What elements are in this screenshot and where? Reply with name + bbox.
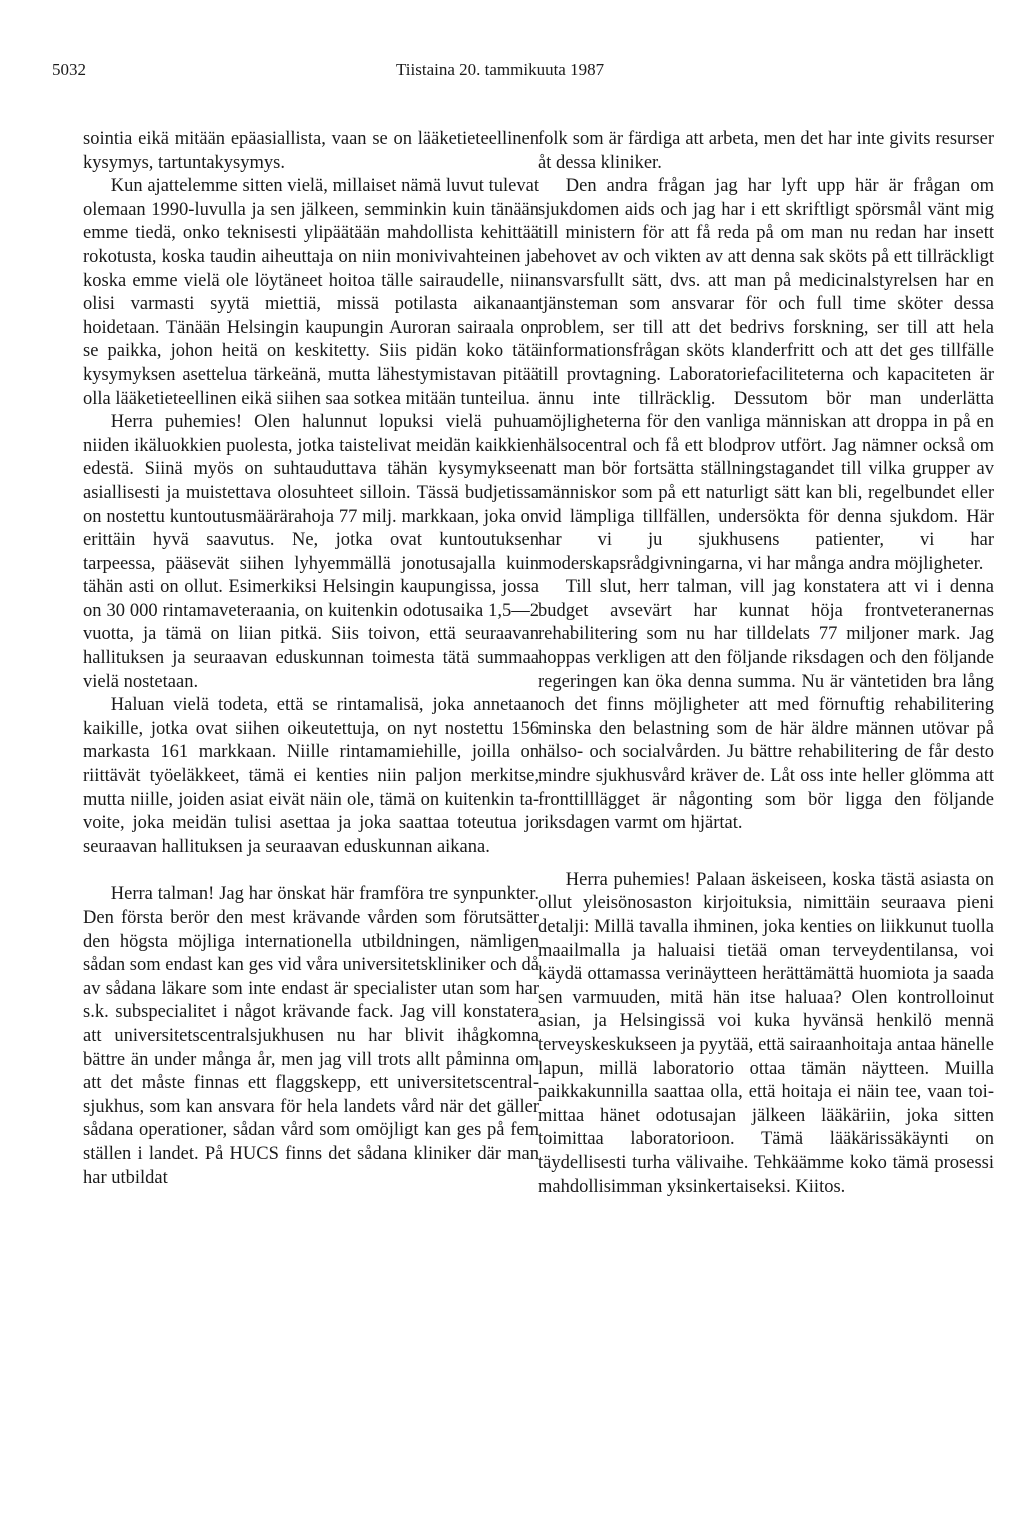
page-header (52, 60, 972, 90)
paragraph: Den andra frågan jag har lyft upp här är frågan om sjukdomen aids och jag har i ett skriftligt spörsmål vänt mig till ministern för att få reda på om man nu redan har insett behovet av och vikten av att denna sak sköts på ett tillräckligt ansvarsfullt sätt, dvs. att man på medicinalstyrelsen har en tjänsteman som ansvarar för och full time sköter dessa problem, ser till att det bedrivs forskning, ser till att hela informationsfrågan sköts klanderfritt och att det ges tillfälle till provtagning. Laboratoriefaciliteterna och kapaciteten är ännu inte tillräcklig. Dessutom bör man underlätta möjligheterna för den vanliga människan att droppa in på en hälsocentral och få ett blodprov utfört. Jag nämner också om att man bör fortsätta ställningstagandet till vilka grupper av människor som på ett naturligt sätt kan bli, regelbundet eller vid lämpliga tillfällen, undersökta för denna sjukdom. Här har vi ju sjukhusens patienter, vi har moderskapsrådgivningarna, vi har många andra möjligheter. (538, 176, 994, 574)
paragraph: Herra talman! Jag har önskat här framföra tre synpunkter. Den första berör den mest krävande vården som förutsätter den högsta möjliga internationella utbildningen, nämligen sådan som endast kan ges vid våra universitetskliniker och då av sådana läkare som inte endast är specialister utan som har s.k. subspecialitet i något krävande fack. Jag vill konstatera att universitetscentralsjukhusen nu har blivit ihågkomna bättre än under många år, men jag vill trots allt påminna om att det måste finnas ett flaggskepp, ett universitetscentralsjukhus, som kan ansvara för hela landets vård när det gäller sådana operationer, sådan vård som omöjligt kan ges på fem ställen i landet. På HUCS finns det sådana kliniker där man har utbildat (83, 884, 539, 1188)
paragraph: Haluan vielä todeta, että se rintamalisä, joka annetaan kaikille, jotka ovat siihen oikeutettuja, on nyt nostettu 156 markasta 161 markkaan. Niille rintamamiehille, joilla on riittävät työeläkkeet, tämä ei kenties niin paljon merkitse, mutta niille, joiden asiat eivät näin ole, tämä on kuitenkin tavoite, joka meidän tulisi asettaa ja joka saattaa toteutua jo seuraavan hallituksen ja seuraavan eduskunnan aikana. (83, 695, 539, 857)
paragraph: Kun ajattelemme sitten vielä, millaiset nämä luvut tulevat olemaan 1990-luvulla ja sen jälkeen, semminkin kuin tänään emme tiedä, onko teknisesti ylipäätään mahdollista kehittää rokotusta, koska taudin aiheuttaja on niin monivivahteinen ja koska emme vielä ole löytäneet hoitoa tälle sairaudelle, niin olisi varmasti syytä miettiä, missä potilasta aikanaan hoidetaan. Tänään Helsingin kaupungin Auroran sairaala on se paikka, johon heitä on keskitetty. Siis pidän koko tätä kysymyksen asettelua tärkeänä, mutta lähestymistavan pitää olla lääketieteellinen eikä siihen saa sotkea mitään tunteilua. (83, 176, 539, 409)
paragraph: Till slut, herr talman, vill jag konstatera att vi i denna budget avsevärt har kunnat höja frontveteranernas rehabilitering som nu har tilldelats 77 miljoner mark. Jag hoppas verkligen att den följande riksdagen och den följande regeringen kan öka denna summa. Nu är väntetiden bra lång och det finns möjligheter att med förnuftig rehabilitering minska den belastning som de här äldre männen utövar på hälso- och socialvården. Ju bättre rehabilitering de får desto mindre sjukhusvård kräver de. Låt oss inte heller glömma att fronttilllägget är någonting som bör ligga den följande riksdagen varmt om hjärtat. (538, 577, 994, 834)
page-date: Tiistaina 20. tammikuuta 1987 (396, 60, 605, 79)
page-number: 5032 (52, 60, 86, 79)
right-column (538, 128, 994, 1199)
paragraph: Herra puhemies! Olen halunnut lopuksi vielä puhua niiden ikäluokkien puolesta, jotka taistelivat meidän kaikkien edestä. Siinä myös on suhtauduttava tähän kysymykseen asiallisesti ja muistettava olosuhteet silloin. Tässä budjetissa on nostettu kuntoutusmäärärahoja 77 milj. markkaan, joka on erittäin hyvä saavutus. Ne, jotka ovat kuntoutuksen tarpeessa, pääsevät siihen lyhyemmällä jonotusajalla kuin tähän asti on ollut. Esimerkiksi Helsingin kaupungissa, jossa on 30 000 rintamaveteraania, on kuitenkin odotusaika 1,5—2 vuotta, ja tämä on liian pitkä. Siis toivon, että seuraavan hallituksen ja seuraavan eduskunnan toimesta tätä summaa vielä nostetaan. (83, 412, 539, 692)
paragraph: sointia eikä mitään epäasiallista, vaan se on lääketieteellinen kysymys, tartuntakysymys. (83, 129, 539, 173)
paragraph: folk som är färdiga att arbeta, men det har inte givits resurser åt dessa kliniker. (538, 129, 994, 173)
paragraph: Herra puhemies! Palaan äskeiseen, koska tästä asiasta on ollut yleisönosaston kirjoituksia, nimittäin seuraava pieni detalji: Millä tavalla ihminen, joka kenties on liikkunut tuolla maailmalla ja haluaisi tietää oman terveydentilansa, voi käydä ottamassa verinäytteen herättämättä huomiota ja saada sen varmuuden, mitä hän itse haluaa? Olen kontrolloinut asian, ja Helsingissä voi kuka hyvänsä henkilö mennä terveyskeskukseen ja pyytää, että sairaanhoitaja antaa hänelle lapun, millä laboratorio ottaa tämän näytteen. Muilla paikkakunnilla saattaa olla, että hoitaja ei näin tee, vaan toimittaa hänet odotusajan jälkeen lääkäriin, joka sitten toimittaa laboratorioon. Tämä lääkärissäkäynti on täydellisesti turha välivaihe. Tehkäämme koko tämä prosessi mahdollisimman yksinkertaiseksi. Kiitos. (538, 869, 994, 1197)
left-column (83, 128, 539, 1190)
